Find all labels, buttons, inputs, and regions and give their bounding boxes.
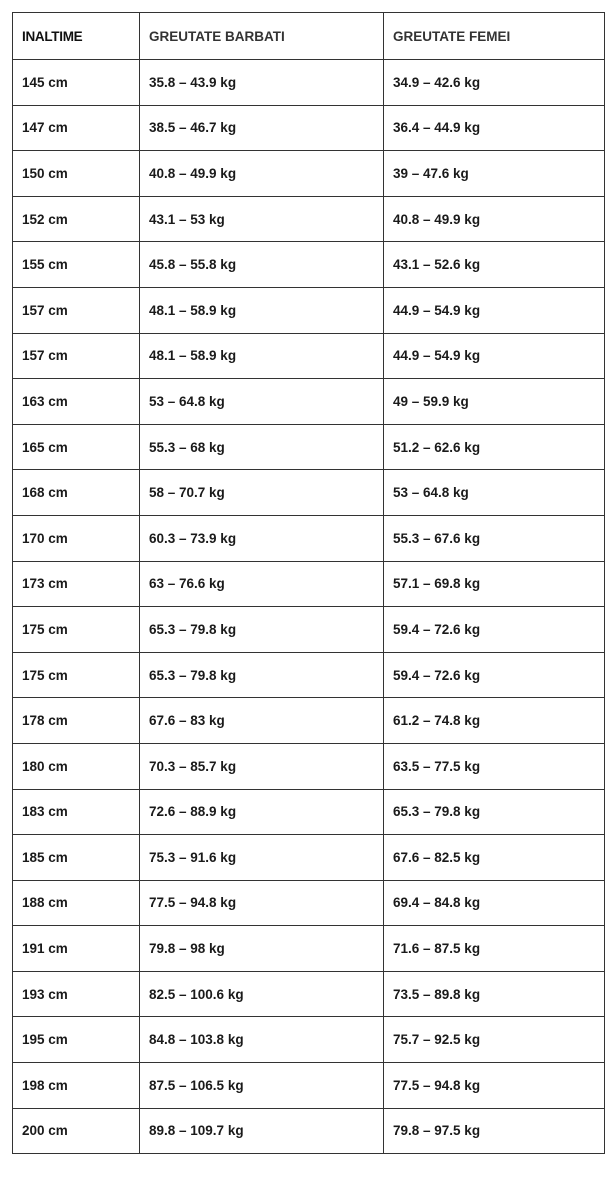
men-weight-cell: 75.3 – 91.6 kg: [140, 835, 384, 881]
men-weight-cell: 38.5 – 46.7 kg: [140, 105, 384, 151]
table-row: [13, 652, 605, 698]
women-weight-cell: 59.4 – 72.6 kg: [384, 652, 605, 698]
table-row: [13, 1108, 605, 1154]
height-cell: 191 cm: [13, 926, 140, 972]
women-weight-cell: 43.1 – 52.6 kg: [384, 242, 605, 288]
women-weight-cell: 44.9 – 54.9 kg: [384, 333, 605, 379]
men-weight-cell: 70.3 – 85.7 kg: [140, 743, 384, 789]
men-weight-cell: 35.8 – 43.9 kg: [140, 60, 384, 106]
table-row: [13, 470, 605, 516]
men-weight-cell: 48.1 – 58.9 kg: [140, 287, 384, 333]
table-row: [13, 698, 605, 744]
women-weight-cell: 51.2 – 62.6 kg: [384, 424, 605, 470]
table-row: [13, 880, 605, 926]
men-weight-cell: 79.8 – 98 kg: [140, 926, 384, 972]
women-weight-cell: 79.8 – 97.5 kg: [384, 1108, 605, 1154]
men-weight-cell: 89.8 – 109.7 kg: [140, 1108, 384, 1154]
women-weight-cell: 75.7 – 92.5 kg: [384, 1017, 605, 1063]
height-cell: 188 cm: [13, 880, 140, 926]
height-cell: 185 cm: [13, 835, 140, 881]
height-cell: 175 cm: [13, 652, 140, 698]
table-header: [13, 13, 605, 60]
height-cell: 163 cm: [13, 379, 140, 425]
table-row: [13, 743, 605, 789]
height-cell: 193 cm: [13, 971, 140, 1017]
women-weight-cell: 59.4 – 72.6 kg: [384, 607, 605, 653]
men-weight-cell: 84.8 – 103.8 kg: [140, 1017, 384, 1063]
men-weight-cell: 58 – 70.7 kg: [140, 470, 384, 516]
table-row: [13, 607, 605, 653]
header-height: INALTIME: [13, 13, 140, 60]
women-weight-cell: 69.4 – 84.8 kg: [384, 880, 605, 926]
table-body: [13, 60, 605, 1154]
table-row: [13, 1063, 605, 1109]
height-cell: 152 cm: [13, 196, 140, 242]
men-weight-cell: 65.3 – 79.8 kg: [140, 607, 384, 653]
table-row: [13, 287, 605, 333]
height-cell: 198 cm: [13, 1063, 140, 1109]
women-weight-cell: 73.5 – 89.8 kg: [384, 971, 605, 1017]
height-cell: 157 cm: [13, 333, 140, 379]
women-weight-cell: 57.1 – 69.8 kg: [384, 561, 605, 607]
weight-height-table-container: [12, 12, 604, 1154]
men-weight-cell: 65.3 – 79.8 kg: [140, 652, 384, 698]
table-row: [13, 515, 605, 561]
table-row: [13, 105, 605, 151]
women-weight-cell: 71.6 – 87.5 kg: [384, 926, 605, 972]
table-row: [13, 1017, 605, 1063]
table-row: [13, 926, 605, 972]
header-row: [13, 13, 605, 60]
height-cell: 145 cm: [13, 60, 140, 106]
height-cell: 195 cm: [13, 1017, 140, 1063]
height-cell: 200 cm: [13, 1108, 140, 1154]
men-weight-cell: 82.5 – 100.6 kg: [140, 971, 384, 1017]
women-weight-cell: 49 – 59.9 kg: [384, 379, 605, 425]
men-weight-cell: 43.1 – 53 kg: [140, 196, 384, 242]
women-weight-cell: 40.8 – 49.9 kg: [384, 196, 605, 242]
men-weight-cell: 48.1 – 58.9 kg: [140, 333, 384, 379]
women-weight-cell: 77.5 – 94.8 kg: [384, 1063, 605, 1109]
women-weight-cell: 36.4 – 44.9 kg: [384, 105, 605, 151]
height-cell: 168 cm: [13, 470, 140, 516]
height-cell: 155 cm: [13, 242, 140, 288]
height-cell: 170 cm: [13, 515, 140, 561]
men-weight-cell: 53 – 64.8 kg: [140, 379, 384, 425]
women-weight-cell: 65.3 – 79.8 kg: [384, 789, 605, 835]
women-weight-cell: 34.9 – 42.6 kg: [384, 60, 605, 106]
table-row: [13, 151, 605, 197]
table-row: [13, 835, 605, 881]
height-cell: 157 cm: [13, 287, 140, 333]
women-weight-cell: 39 – 47.6 kg: [384, 151, 605, 197]
women-weight-cell: 67.6 – 82.5 kg: [384, 835, 605, 881]
table-row: [13, 242, 605, 288]
height-cell: 178 cm: [13, 698, 140, 744]
men-weight-cell: 72.6 – 88.9 kg: [140, 789, 384, 835]
men-weight-cell: 55.3 – 68 kg: [140, 424, 384, 470]
table-row: [13, 971, 605, 1017]
men-weight-cell: 63 – 76.6 kg: [140, 561, 384, 607]
women-weight-cell: 63.5 – 77.5 kg: [384, 743, 605, 789]
men-weight-cell: 60.3 – 73.9 kg: [140, 515, 384, 561]
table-row: [13, 424, 605, 470]
men-weight-cell: 87.5 – 106.5 kg: [140, 1063, 384, 1109]
men-weight-cell: 40.8 – 49.9 kg: [140, 151, 384, 197]
header-women-weight: GREUTATE FEMEI: [384, 13, 605, 60]
height-cell: 150 cm: [13, 151, 140, 197]
table-row: [13, 379, 605, 425]
height-cell: 180 cm: [13, 743, 140, 789]
women-weight-cell: 53 – 64.8 kg: [384, 470, 605, 516]
height-cell: 147 cm: [13, 105, 140, 151]
men-weight-cell: 77.5 – 94.8 kg: [140, 880, 384, 926]
men-weight-cell: 45.8 – 55.8 kg: [140, 242, 384, 288]
height-cell: 165 cm: [13, 424, 140, 470]
height-cell: 175 cm: [13, 607, 140, 653]
table-row: [13, 561, 605, 607]
weight-height-table: [12, 12, 605, 1154]
height-cell: 173 cm: [13, 561, 140, 607]
table-row: [13, 789, 605, 835]
table-row: [13, 333, 605, 379]
header-men-weight: GREUTATE BARBATI: [140, 13, 384, 60]
table-row: [13, 196, 605, 242]
table-row: [13, 60, 605, 106]
women-weight-cell: 44.9 – 54.9 kg: [384, 287, 605, 333]
men-weight-cell: 67.6 – 83 kg: [140, 698, 384, 744]
women-weight-cell: 61.2 – 74.8 kg: [384, 698, 605, 744]
women-weight-cell: 55.3 – 67.6 kg: [384, 515, 605, 561]
height-cell: 183 cm: [13, 789, 140, 835]
